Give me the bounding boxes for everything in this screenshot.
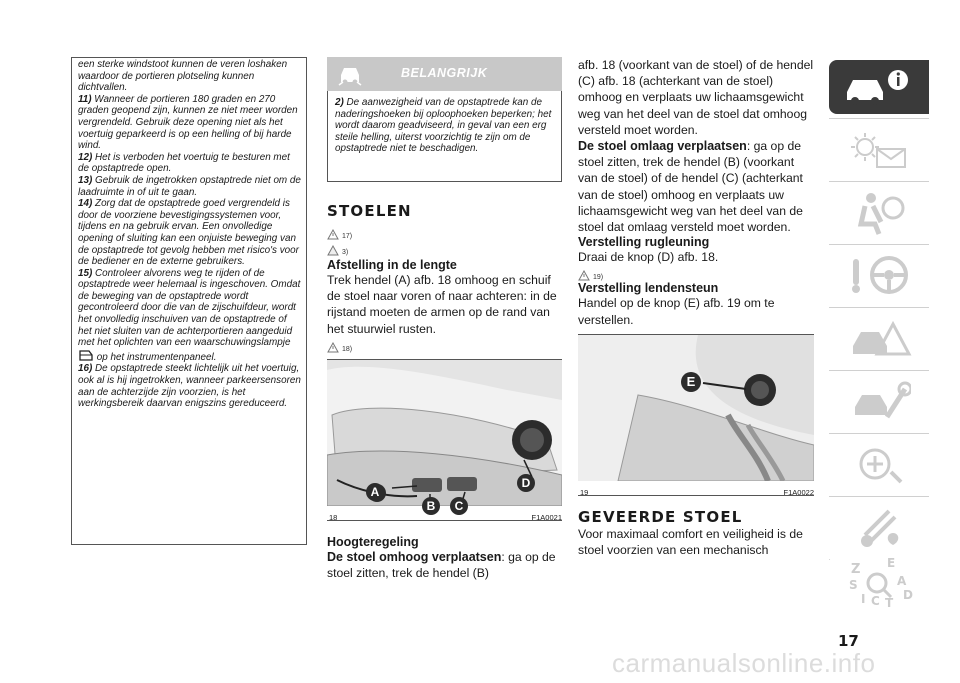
paragraph-raise: afb. 18 (voorkant van de stoel) of de hendel (C) afb. 18 (achterkant van de stoel) omhoog en verplaats uw lichaamsgewicht weg van het deel van de stoel dat omhoog versteld moet worden. [578, 58, 814, 137]
tab-starting-driving[interactable] [829, 249, 929, 303]
subheading-length: Afstelling in de lengte [327, 258, 457, 272]
warning-ref: 17) [327, 224, 562, 240]
page-number: 17 [838, 632, 859, 650]
door-warning-icon [78, 349, 94, 362]
caution-triangle-icon [327, 245, 339, 256]
maintenance-wrench-icon [851, 379, 911, 425]
svg-text:I: I [861, 592, 866, 606]
figure-19 [578, 334, 814, 496]
tab-multimedia[interactable] [829, 501, 929, 555]
note-14: 14) Zorg dat de opstaptrede goed vergrendeld is door de voorziene bevestigingssystemen voor, tijdens en na gebruik ervan. Een onvolledige opening of sluiting kan een onjuiste beweging van de opstaptrede tot gevolg hebben met risico's voor de bediener en de externe gebruikers. [78, 198, 299, 268]
figure-number: 19 [580, 487, 589, 497]
tab-divider [829, 118, 929, 119]
svg-text:T: T [885, 596, 894, 609]
tab-index[interactable] [829, 555, 929, 609]
tab-maintenance[interactable] [829, 375, 929, 429]
label-b: B [422, 497, 440, 515]
figure-caption [327, 511, 562, 522]
label-d: D [517, 474, 535, 492]
tab-technical-data[interactable] [829, 438, 929, 492]
tab-car-info[interactable] [829, 60, 929, 114]
subheading-lumbar: Verstelling lendensteun [578, 281, 719, 296]
media-multimedia-icon [851, 505, 911, 551]
tab-emergency[interactable] [829, 312, 929, 366]
tab-divider [829, 496, 929, 497]
paragraph-length: Trek hendel (A) afb. 18 omhoog en schuif de stoel naar voren of naar achteren: in de rijstand moeten de armen op de rand van het stuurwiel rusten. [327, 273, 557, 336]
subheading-height: Hoogteregeling [327, 534, 419, 549]
warning-triangle-icon [327, 342, 339, 353]
figure-code: F1A0022 [783, 487, 814, 497]
svg-text:A: A [897, 574, 907, 588]
svg-text:Z: Z [851, 562, 861, 577]
car-info-icon [843, 68, 913, 106]
note-text: een sterke windstoot kunnen de veren loshaken waardoor de portieren plotseling kunnen dichtvallen. [78, 59, 288, 94]
svg-text:S: S [849, 578, 858, 592]
svg-text:D: D [903, 588, 913, 602]
warning-header [327, 57, 562, 91]
note-13: 13) Gebruik de ingetrokken opstaptrede niet om de laadruimte in of uit te gaan. [78, 174, 301, 198]
tab-divider [829, 181, 929, 182]
technical-data-icon [851, 442, 911, 488]
label-a: A [366, 483, 384, 501]
figure-caption [578, 486, 814, 497]
paragraph-backrest: Draai de knop (D) afb. 18. [578, 250, 719, 265]
note-11: 11) Wanneer de portieren 180 graden en 270 graden geopend zijn, kunnen ze niet meer worden vergrendeld. Gebruik deze opening niet als het voertuig geparkeerd is op een helling of bij harde wind. [78, 93, 298, 152]
car-warning-icon [335, 61, 365, 87]
warning-ref-19: 19) [578, 265, 814, 281]
note-16: 16) De opstaptrede steekt lichtelijk uit het voertuig, ook al is hij ingetrokken, wanneer parkeersensoren aan de achterzijde zijn voorzien, is het werkingsbereik daarvan enigszins gereduceerd. [78, 363, 301, 410]
section-title-geveerde-stoel: GEVEERDE STOEL [578, 507, 743, 526]
steering-key-icon [847, 253, 913, 299]
label-c: C [450, 497, 468, 515]
subheading-backrest: Verstelling rugleuning [578, 235, 710, 250]
warning-triangle-icon [578, 270, 590, 281]
caution-ref: 3) [327, 240, 562, 256]
figure-18 [327, 359, 562, 521]
paragraph-height: De stoel omhoog verplaatsen: ga op de stoel zitten, trek de hendel (B) [327, 549, 556, 581]
warning-body: 2) De aanwezigheid van de opstaptrede kan de naderingshoeken bij oploophoeken beperken; het wordt daarom geadviseerd, in geval van een erg steile helling, uiterst voorzichtig te zijn om de opstaptrede niet te beschadigen. [327, 91, 562, 182]
paragraph-lumbar: Handel op de knop (E) afb. 19 om te verstellen. [578, 296, 775, 327]
svg-text:C: C [871, 594, 880, 608]
label-e: E [681, 372, 701, 392]
tab-divider [829, 307, 929, 308]
tab-safety[interactable] [829, 186, 929, 240]
warning-title: BELANGRIJK [401, 66, 488, 80]
warning-triangle-icon [327, 229, 339, 240]
middle-column [327, 57, 562, 581]
note-15: 15) Controleer alvorens weg te rijden of de opstaptrede weer helemaal is ingeschoven. Omdat de beweging van de opstaptrede wordt gecontroleerd door die van de zijschuifdeur, wordt het onvolledig inschuiven van de opstaptrede of het niet sluiten van de achterportieren aangeduid met het oplichten van een waarschuwingslampje op het instrumentenpaneel. [78, 267, 301, 363]
airbag-safety-icon [851, 190, 911, 236]
watermark-text: carmanualsonline.info [612, 648, 876, 678]
lumbar-knob-illustration [578, 335, 814, 481]
tab-divider [829, 244, 929, 245]
tab-divider [829, 433, 929, 434]
warning-lights-icon [845, 129, 915, 171]
paragraph-lower: De stoel omlaag verplaatsen: ga op de stoel zitten, trek de hendel (B) (voorkant van de stoel) of de hendel (C) (achterkant van de stoel) omhoog en verplaats uw lichaamsgewicht weg van het deel van de stoel dat omlaag versteld moet worden. [578, 139, 803, 235]
figure-code: F1A0021 [531, 512, 562, 522]
warning-ref-18: 18) [327, 337, 562, 353]
svg-text:E: E [887, 556, 896, 570]
paragraph-suspension: Voor maximaal comfort en veiligheid is de stoel voorzien van een mechanisch [578, 526, 803, 558]
tab-warning-lights[interactable] [829, 123, 929, 177]
note-12: 12) Het is verboden het voertuig te besturen met de opstaptrede open. [78, 151, 290, 175]
right-column [578, 57, 814, 558]
tab-divider [829, 370, 929, 371]
notes-box [71, 57, 307, 545]
section-title-stoelen: STOELEN [327, 202, 412, 220]
breakdown-triangle-icon [849, 316, 913, 362]
figure-number: 18 [329, 512, 338, 522]
index-letters-icon [847, 555, 917, 609]
